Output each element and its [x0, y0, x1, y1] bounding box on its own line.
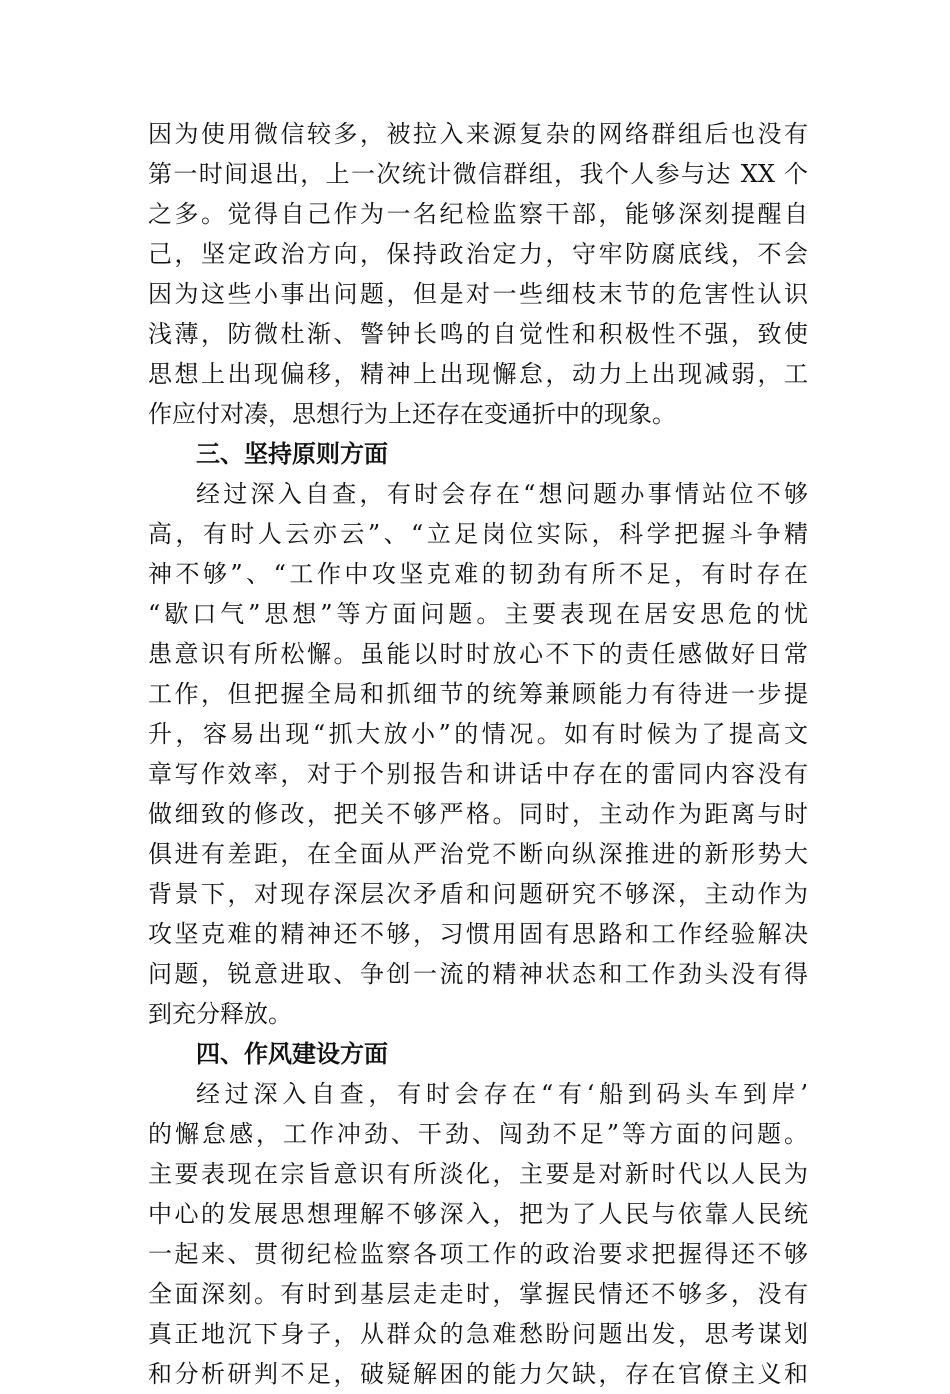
paragraph-line: 作应付对凑，思想行为上还存在变通折中的现象。: [148, 400, 676, 428]
paragraph-line: 中心的发展思想理解不够深入，把为了人民与依靠人民统: [148, 1200, 808, 1228]
document-body: [148, 114, 808, 1394]
paragraph-line: 第一时间退出，上一次统计微信群组，我个人参与达 XX 个: [148, 160, 808, 188]
paragraph-line: 一起来、贯彻纪检监察各项工作的政治要求把握得还不够: [148, 1240, 808, 1268]
paragraph-line: 工作，但把握全局和抓细节的统筹兼顾能力有待进一步提: [148, 680, 808, 708]
paragraph-3: [148, 1074, 808, 1394]
paragraph-line: 和分析研判不足，破疑解困的能力欠缺，存在官僚主义和: [148, 1360, 808, 1388]
paragraph-line: 全面深刻。有时到基层走走时，掌握民情还不够多，没有: [148, 1280, 808, 1308]
paragraph-line: 患意识有所松懈。虽能以时时放心不下的责任感做好日常: [148, 640, 808, 668]
paragraph-line: 因为使用微信较多，被拉入来源复杂的网络群组后也没有: [148, 120, 808, 148]
section-heading-3: 三、坚持原则方面: [196, 440, 388, 468]
paragraph-line: 章写作效率，对于个别报告和讲话中存在的雷同内容没有: [148, 760, 808, 788]
paragraph-line: 的懈怠感，工作冲劲、干劲、闯劲不足”等方面的问题。: [148, 1120, 808, 1148]
paragraph-line: 升，容易出现“抓大放小”的情况。如有时候为了提高文: [148, 720, 808, 748]
paragraph-line: 神不够”、“工作中攻坚克难的韧劲有所不足，有时存在: [148, 560, 808, 588]
paragraph-line: 因为这些小事出问题，但是对一些细枝末节的危害性认识: [148, 280, 808, 308]
paragraph-line: 真正地沉下身子，从群众的急难愁盼问题出发，思考谋划: [148, 1320, 808, 1348]
paragraph-line: 之多。觉得自己作为一名纪检监察干部，能够深刻提醒自: [148, 200, 808, 228]
paragraph-line: 做细致的修改，把关不够严格。同时，主动作为距离与时: [148, 800, 808, 828]
paragraph-line: 经过深入自查，有时会存在“有‘船到码头车到岸’: [196, 1080, 808, 1108]
paragraph-line: 思想上出现偏移，精神上出现懈怠，动力上出现减弱，工: [148, 360, 808, 388]
paragraph-line: 浅薄，防微杜渐、警钟长鸣的自觉性和积极性不强，致使: [148, 320, 808, 348]
paragraph-1: [148, 114, 808, 434]
paragraph-line: 高，有时人云亦云”、“立足岗位实际，科学把握斗争精: [148, 520, 808, 548]
paragraph-line: 问题，锐意进取、争创一流的精神状态和工作劲头没有得: [148, 960, 808, 988]
paragraph-line: 背景下，对现存深层次矛盾和问题研究不够深，主动作为: [148, 880, 808, 908]
paragraph-line: 己，坚定政治方向，保持政治定力，守牢防腐底线，不会: [148, 240, 808, 268]
paragraph-line: 俱进有差距，在全面从严治党不断向纵深推进的新形势大: [148, 840, 808, 868]
paragraph-line: “歇口气”思想”等方面问题。主要表现在居安思危的忧: [148, 600, 808, 628]
section-heading-4: 四、作风建设方面: [196, 1040, 388, 1068]
paragraph-line: 到充分释放。: [148, 1000, 292, 1028]
paragraph-line: 主要表现在宗旨意识有所淡化，主要是对新时代以人民为: [148, 1160, 808, 1188]
paragraph-line: 攻坚克难的精神还不够，习惯用固有思路和工作经验解决: [148, 920, 808, 948]
paragraph-line: 经过深入自查，有时会存在“想问题办事情站位不够: [196, 480, 808, 508]
paragraph-2: [148, 474, 808, 1034]
